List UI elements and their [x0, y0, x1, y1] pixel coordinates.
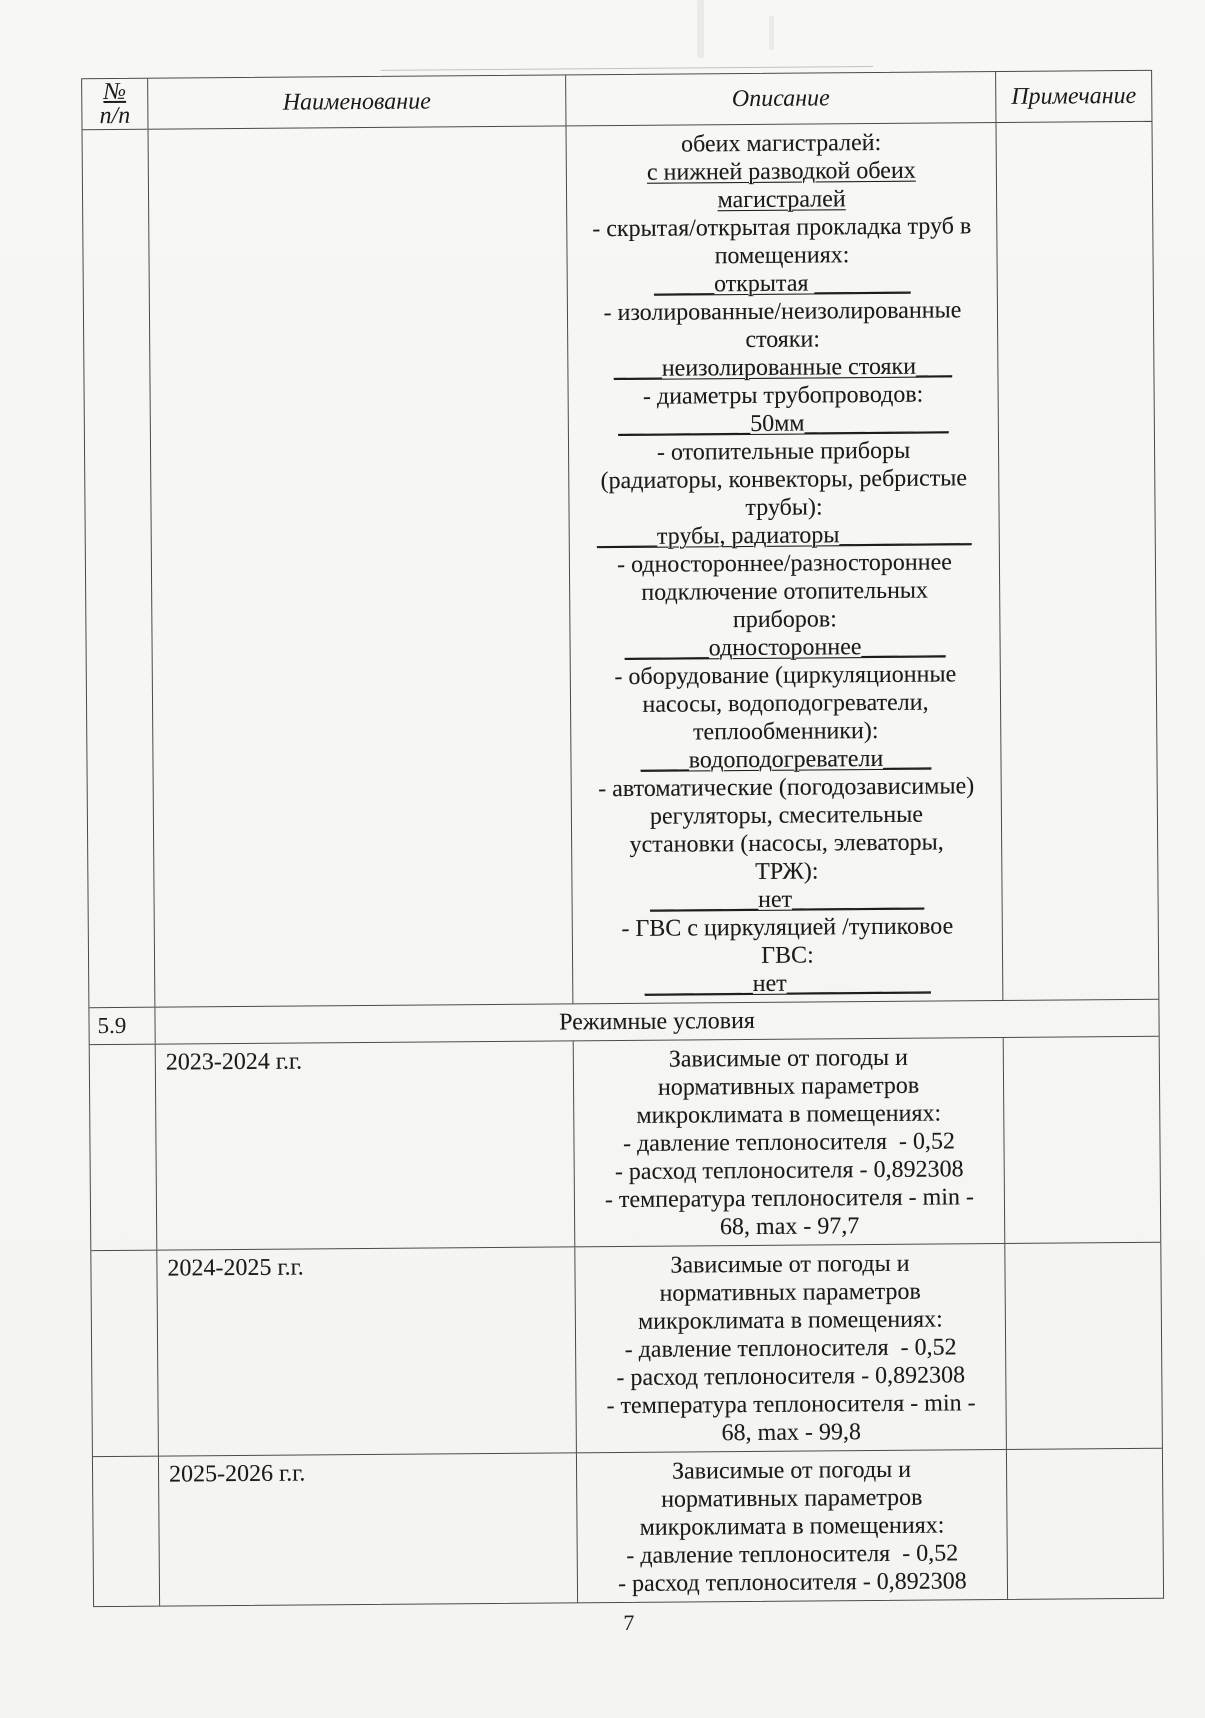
desc-line: _____открытая ________ — [653, 269, 911, 298]
row-description-cell — [567, 123, 1004, 1003]
section-title-cell: Режимные условия — [559, 1007, 756, 1035]
row-note-cell — [1005, 1243, 1162, 1449]
desc-line: насосы, водоподогреватели, — [642, 689, 929, 718]
desc-line: (радиаторы, конвекторы, ребристые — [600, 465, 968, 495]
row-note-cell — [1004, 1037, 1161, 1243]
page-number: 7 — [623, 1609, 635, 1636]
desc-line: ГВС: — [761, 942, 814, 969]
table-row — [90, 1037, 1161, 1251]
desc-line: теплообменники): — [692, 717, 879, 746]
document-table — [81, 70, 1164, 1607]
desc-line: установки (насосы, элеваторы, — [629, 829, 944, 858]
table-header-row — [82, 71, 1151, 130]
document-page-content — [81, 70, 1164, 1640]
desc-line: с нижней разводкой обеих — [646, 157, 916, 186]
row-note-cell — [1007, 1449, 1163, 1599]
desc-line: обеих магистралей: — [680, 129, 882, 158]
desc-line: - отопительные приборы — [656, 437, 911, 466]
desc-line: трубы): — [745, 494, 823, 522]
row-name: 2024-2025 г.г. — [167, 1254, 304, 1282]
desc-line: Зависимые от погоды и — [670, 1250, 910, 1279]
header-name-label: Наименование — [282, 88, 431, 116]
desc-line: Зависимые от погоды и — [668, 1044, 908, 1073]
desc-line: - расход теплоносителя - 0,892308 — [614, 1156, 964, 1186]
desc-line: микроклимата в помещениях: — [637, 1306, 943, 1335]
row-number-cell — [91, 1251, 159, 1457]
row-name: 2023-2024 г.г. — [165, 1048, 303, 1076]
table-row — [83, 122, 1159, 1008]
desc-line: микроклимата в помещениях: — [636, 1100, 942, 1129]
desc-line: - скрытая/открытая прокладка труб в — [592, 213, 972, 243]
desc-line: - одностороннее/разностороннее — [616, 549, 952, 579]
header-cell-num — [82, 79, 148, 130]
row-name-cell — [156, 1041, 576, 1249]
desc-line: _________нет___________ — [649, 885, 925, 914]
row-note-cell — [996, 122, 1158, 1000]
desc-line: _____трубы, радиаторы___________ — [596, 521, 972, 551]
row-number-cell — [83, 130, 156, 1007]
desc-line: ___________50мм____________ — [618, 409, 949, 439]
desc-line: приборов: — [732, 606, 837, 634]
desc-line: Зависимые от погоды и — [671, 1456, 912, 1485]
desc-line: - диаметры трубопроводов: — [642, 381, 924, 410]
scan-artifact-streak — [697, 0, 704, 58]
desc-line: ТРЖ): — [755, 858, 819, 885]
desc-line: стояки: — [745, 326, 821, 354]
desc-line: 68, max - 97,7 — [719, 1213, 860, 1241]
desc-line: - расход теплоносителя - 0,892308 — [618, 1568, 967, 1598]
desc-line: - температура теплоносителя - min - — [604, 1184, 975, 1214]
row-name-cell — [149, 126, 574, 1006]
desc-line: - изолированные/неизолированные — [603, 297, 962, 327]
table-row — [93, 1449, 1163, 1606]
header-cell-desc — [566, 72, 996, 125]
row-number-cell — [93, 1457, 160, 1607]
desc-line: микроклимата в помещениях: — [639, 1512, 945, 1541]
desc-line: нормативных параметров — [659, 1278, 921, 1307]
scan-artifact-streak — [769, 16, 774, 50]
row-name: 2025-2026 г.г. — [168, 1460, 306, 1488]
row-name-cell — [157, 1247, 577, 1455]
row-description-cell — [574, 1038, 1006, 1246]
desc-line: - давление теплоносителя - 0,52 — [624, 1334, 957, 1363]
desc-line: 68, max - 99,8 — [721, 1419, 862, 1447]
desc-line: _________нет____________ — [644, 969, 931, 998]
header-desc-label: Описание — [731, 85, 830, 113]
header-num-symbol: № — [103, 78, 127, 106]
header-cell-note — [996, 71, 1151, 122]
desc-line: подключение отопительных — [641, 577, 929, 606]
header-num-sub: п/п — [99, 102, 131, 130]
desc-line: - давление теплоносителя - 0,52 — [626, 1540, 959, 1569]
desc-line: регуляторы, смесительные — [649, 801, 924, 830]
row-name — [159, 131, 566, 134]
table-body — [83, 122, 1164, 1606]
desc-line: - давление теплоносителя - 0,52 — [622, 1128, 956, 1158]
row-name-cell — [159, 1453, 578, 1605]
header-note-label: Примечание — [1011, 82, 1137, 110]
desc-line: ____водоподогреватели____ — [640, 745, 932, 774]
desc-line: помещениях: — [714, 242, 850, 270]
desc-line: - температура теплоносителя - min - — [606, 1390, 976, 1420]
table-row — [91, 1243, 1162, 1457]
row-number-cell — [90, 1045, 158, 1251]
desc-line: магистралей — [717, 186, 846, 214]
section-number-cell: 5.9 — [89, 1008, 155, 1045]
desc-line: нормативных параметров — [657, 1072, 920, 1101]
desc-line: - автоматические (погодозависимые) — [598, 773, 975, 803]
row-description-cell — [575, 1244, 1007, 1452]
desc-line: - расход теплоносителя - 0,892308 — [616, 1362, 966, 1392]
desc-line: _______одностороннее_______ — [624, 633, 946, 662]
desc-line: нормативных параметров — [661, 1484, 923, 1513]
desc-line: - ГВС с циркуляцией /тупиковое — [621, 913, 954, 943]
header-cell-name — [148, 75, 566, 128]
desc-line: ____неизолированные стояки___ — [613, 353, 953, 383]
row-description-cell — [577, 1450, 1008, 1602]
desc-line: - оборудование (циркуляционные — [614, 661, 957, 691]
